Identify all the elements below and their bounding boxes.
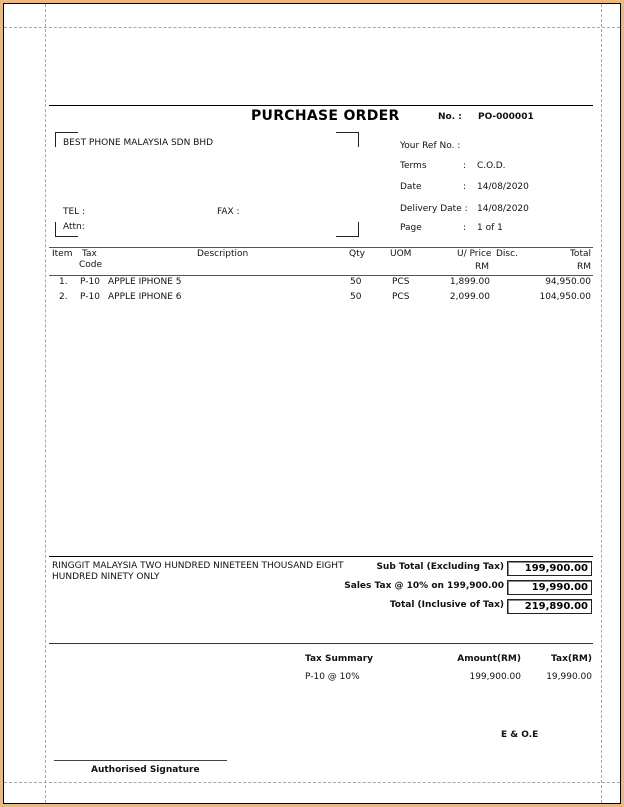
row-tax-code: P-10 <box>80 277 100 287</box>
delivery-date-value: 14/08/2020 <box>477 204 529 214</box>
col-disc: Disc. <box>496 249 518 259</box>
row-unit-price: 2,099.00 <box>449 292 490 302</box>
amount-in-words-line1: RINGGIT MALAYSIA TWO HUNDRED NINETEEN THOUSAND EIGHT <box>52 561 344 571</box>
terms-colon: : <box>463 161 467 171</box>
col-description: Description <box>197 249 249 259</box>
row-qty: 50 <box>350 292 362 302</box>
col-qty: Qty <box>349 249 365 259</box>
row-description: APPLE IPHONE 6 <box>108 292 182 302</box>
col-uom: UOM <box>390 249 412 259</box>
terms-label: Terms <box>400 161 427 171</box>
row-total: 104,950.00 <box>539 292 591 302</box>
total-label: Total (Inclusive of Tax) <box>389 600 504 610</box>
terms-value: C.O.D. <box>477 161 506 171</box>
amount-in-words-line2: HUNDRED NINETY ONLY <box>52 572 160 582</box>
row-tax-code: P-10 <box>80 292 100 302</box>
total-value: 219,890.00 <box>507 599 592 614</box>
page-colon: : <box>463 223 467 233</box>
row-uom: PCS <box>392 292 410 302</box>
eoe-note: E & O.E <box>501 730 539 740</box>
date-colon: : <box>463 182 467 192</box>
col-unit-price-rm: RM <box>474 262 489 272</box>
totals-top-rule <box>49 556 593 557</box>
sales-tax-value: 19,990.00 <box>507 580 592 595</box>
fax-label: FAX : <box>217 207 240 217</box>
address-corner-br <box>336 222 359 237</box>
tax-summary-code: P-10 @ 10% <box>305 672 360 682</box>
col-unit-price: U/ Price <box>457 249 492 259</box>
po-number-label: No. : <box>438 112 462 122</box>
col-tax-code: Code <box>79 260 103 270</box>
table-header-bottom-rule <box>49 275 593 276</box>
delivery-date-label: Delivery Date : <box>400 204 468 214</box>
col-tax: Tax <box>82 249 97 259</box>
col-total-rm: RM <box>576 262 591 272</box>
col-item: Item <box>52 249 73 259</box>
date-value: 14/08/2020 <box>477 182 529 192</box>
margin-guide-right <box>601 4 602 803</box>
subtotal-value: 199,900.00 <box>507 561 592 576</box>
po-number: PO-000001 <box>478 112 534 122</box>
row-unit-price: 1,899.00 <box>449 277 490 287</box>
margin-guide-bottom <box>4 782 620 783</box>
page-label: Page <box>400 223 422 233</box>
table-header-top-rule <box>49 247 593 248</box>
tel-label: TEL : <box>63 207 86 217</box>
row-item: 1. <box>59 277 68 287</box>
row-uom: PCS <box>392 277 410 287</box>
row-qty: 50 <box>350 277 362 287</box>
sales-tax-label: Sales Tax @ 10% on 199,900.00 <box>344 581 504 591</box>
purchase-order-page <box>3 3 621 804</box>
tax-summary-rule <box>49 643 593 644</box>
tax-summary-amount-header: Amount(RM) <box>457 654 521 664</box>
page-title: PURCHASE ORDER <box>251 108 400 124</box>
row-description: APPLE IPHONE 5 <box>108 277 182 287</box>
margin-guide-left <box>45 4 46 803</box>
tax-summary-title: Tax Summary <box>305 654 374 664</box>
subtotal-label: Sub Total (Excluding Tax) <box>376 562 504 572</box>
tax-summary-tax-header: Tax(RM) <box>551 654 592 664</box>
address-corner-tr <box>336 132 359 147</box>
tax-summary-amount: 199,900.00 <box>469 672 521 682</box>
signature-line <box>54 760 227 761</box>
your-ref-label: Your Ref No. : <box>400 141 461 151</box>
header-rule <box>49 105 593 106</box>
supplier-name: BEST PHONE MALAYSIA SDN BHD <box>63 138 214 148</box>
row-item: 2. <box>59 292 68 302</box>
col-total: Total <box>569 249 591 259</box>
tax-summary-tax: 19,990.00 <box>546 672 592 682</box>
margin-guide-top <box>4 27 620 28</box>
attn-label: Attn: <box>63 222 85 232</box>
date-label: Date <box>400 182 422 192</box>
row-total: 94,950.00 <box>545 277 591 287</box>
signature-label: Authorised Signature <box>91 765 200 775</box>
page-value: 1 of 1 <box>477 223 503 233</box>
